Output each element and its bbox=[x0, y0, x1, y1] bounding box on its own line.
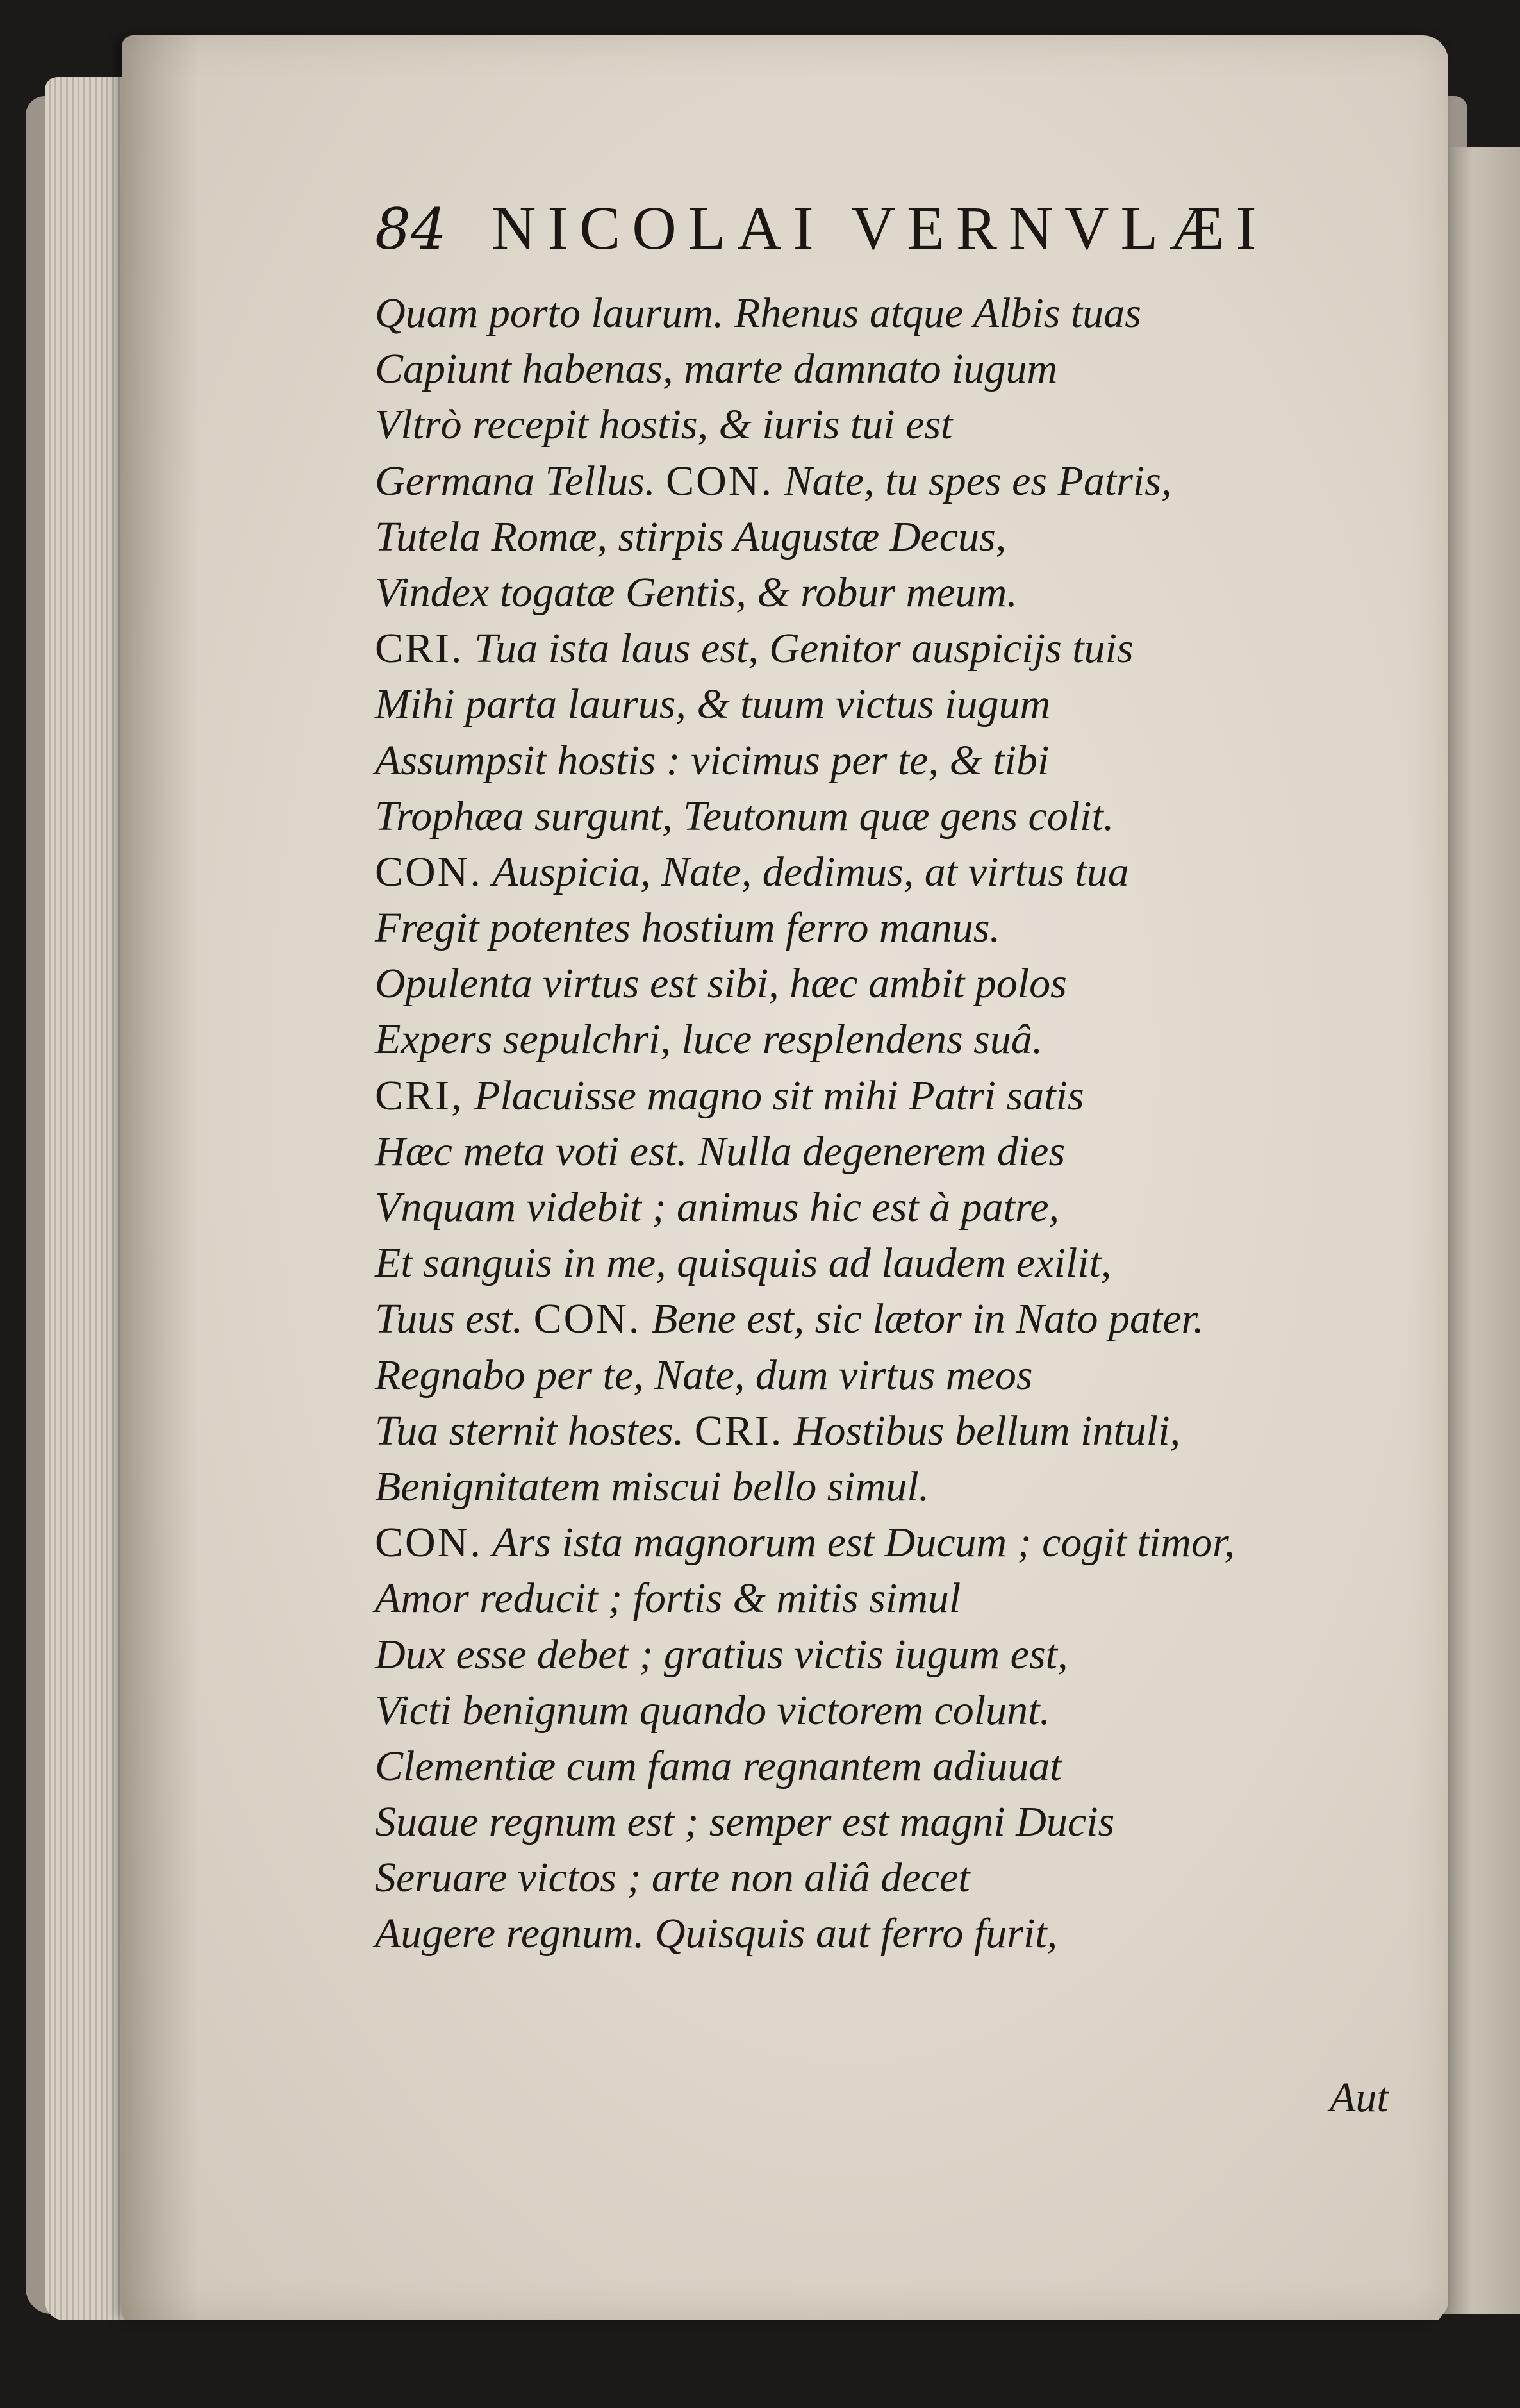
verse-text: Seruare victos ; arte non aliâ decet bbox=[375, 1854, 970, 1902]
verse-text: Fregit potentes hostium ferro manus. bbox=[375, 904, 1000, 952]
verse-line bbox=[375, 788, 1413, 844]
verse-line bbox=[375, 509, 1413, 565]
verse-text: Benignitatem miscui bello simul. bbox=[375, 1463, 930, 1510]
verse-text: Et sanguis in me, quisquis ad laudem exilit, bbox=[375, 1240, 1112, 1287]
gutter-shadow bbox=[122, 35, 199, 2320]
verse-text: Tua sternit hostes. bbox=[375, 1407, 684, 1454]
verse-line bbox=[375, 397, 1413, 453]
verse-text: Auspicia, Nate, dedimus, at virtus tua bbox=[492, 848, 1129, 895]
verse-line bbox=[375, 1179, 1413, 1235]
verse-line bbox=[375, 1682, 1413, 1738]
verse-text: Quam porto laurum. Rhenus atque Albis tuas bbox=[375, 290, 1141, 336]
verse-line bbox=[375, 900, 1413, 956]
verse-text: Tutela Romæ, stirpis Augustæ Decus, bbox=[375, 513, 1007, 560]
verse-line bbox=[375, 1906, 1413, 1961]
verse-text: Capiunt habenas, marte damnato iugum bbox=[375, 345, 1058, 393]
verse-text: Amor reducit ; fortis & mitis simul bbox=[375, 1575, 961, 1622]
verse-line bbox=[375, 733, 1413, 788]
verse-text: Vnquam videbit ; animus hic est à patre, bbox=[375, 1184, 1060, 1231]
verse-line bbox=[375, 341, 1413, 397]
verse-text: Placuisse magno sit mihi Patri satis bbox=[474, 1072, 1084, 1119]
verse-line bbox=[375, 676, 1413, 732]
verse-text: Hostibus bellum intuli, bbox=[793, 1407, 1180, 1454]
verse-text: Nate, tu spes es Patris, bbox=[784, 457, 1172, 504]
verse-text: Vindex togatæ Gentis, & robur meum. bbox=[375, 569, 1018, 616]
verse-text: Dux esse debet ; gratius victis iugum est, bbox=[375, 1631, 1068, 1678]
verse-text: Clementiæ cum fama regnantem adiuuat bbox=[375, 1742, 1062, 1789]
verse-line bbox=[375, 565, 1413, 620]
verse-text: Expers sepulchri, luce resplendens suâ. bbox=[375, 1016, 1043, 1063]
verse-text: Mihi parta laurus, & tuum victus iugum bbox=[375, 681, 1051, 728]
speaker-label: CON. bbox=[533, 1295, 641, 1343]
verse-text: Hæc meta voti est. Nulla degenerem dies bbox=[375, 1127, 1066, 1175]
speaker-label: CON. bbox=[666, 457, 773, 504]
verse-line bbox=[375, 1794, 1413, 1850]
verse-line bbox=[375, 1291, 1413, 1347]
verse-text-block bbox=[375, 285, 1413, 1962]
verse-line bbox=[375, 1068, 1413, 1124]
verse-line bbox=[375, 285, 1413, 341]
verse-text: Suaue regnum est ; semper est magni Ducis bbox=[375, 1798, 1115, 1846]
verse-line bbox=[375, 1627, 1413, 1682]
verse-text: Germana Tellus. bbox=[375, 457, 656, 504]
facing-page-edge bbox=[1442, 147, 1520, 2314]
verse-text: Regnabo per te, Nate, dum virtus meos bbox=[375, 1351, 1033, 1399]
verse-line bbox=[375, 1235, 1413, 1291]
verse-line bbox=[375, 1850, 1413, 1906]
verse-line bbox=[375, 1515, 1413, 1570]
verse-line bbox=[375, 1570, 1413, 1626]
running-title: NICOLAI VERNVLÆI bbox=[491, 194, 1268, 262]
verse-text: Tua ista laus est, Genitor auspicijs tuis bbox=[474, 625, 1134, 672]
verse-line bbox=[375, 844, 1413, 900]
verse-line bbox=[375, 1459, 1413, 1515]
verse-line bbox=[375, 956, 1413, 1011]
catchword: Aut bbox=[1330, 2074, 1389, 2121]
speaker-label: CRI, bbox=[375, 1072, 464, 1119]
verse-text: Trophæa surgunt, Teutonum quæ gens colit. bbox=[375, 792, 1114, 840]
verse-text: Bene est, sic lætor in Nato pater. bbox=[651, 1295, 1204, 1343]
verse-text: Victi benignum quando victorem colunt. bbox=[375, 1686, 1050, 1734]
speaker-label: CRI. bbox=[375, 625, 464, 672]
page-number: 84 bbox=[375, 196, 447, 262]
verse-line bbox=[375, 1403, 1413, 1459]
verse-line bbox=[375, 1011, 1413, 1067]
verse-line bbox=[375, 453, 1413, 509]
running-head bbox=[375, 192, 1336, 276]
speaker-label: CON. bbox=[375, 848, 483, 895]
verse-line bbox=[375, 1347, 1413, 1403]
verse-text: Ars ista magnorum est Ducum ; cogit timor, bbox=[492, 1519, 1235, 1566]
verse-text: Tuus est. bbox=[375, 1295, 524, 1343]
verse-text: Opulenta virtus est sibi, hæc ambit polos bbox=[375, 960, 1067, 1008]
verse-text: Assumpsit hostis : vicimus per te, & tibi bbox=[375, 736, 1050, 784]
verse-line bbox=[375, 1738, 1413, 1794]
verse-text: Augere regnum. Quisquis aut ferro furit, bbox=[375, 1910, 1058, 1957]
verse-text: Vltrò recepit hostis, & iuris tui est bbox=[375, 401, 953, 449]
speaker-label: CON. bbox=[375, 1519, 483, 1566]
verse-line bbox=[375, 620, 1413, 676]
speaker-label: CRI. bbox=[694, 1407, 784, 1454]
verse-line bbox=[375, 1124, 1413, 1179]
